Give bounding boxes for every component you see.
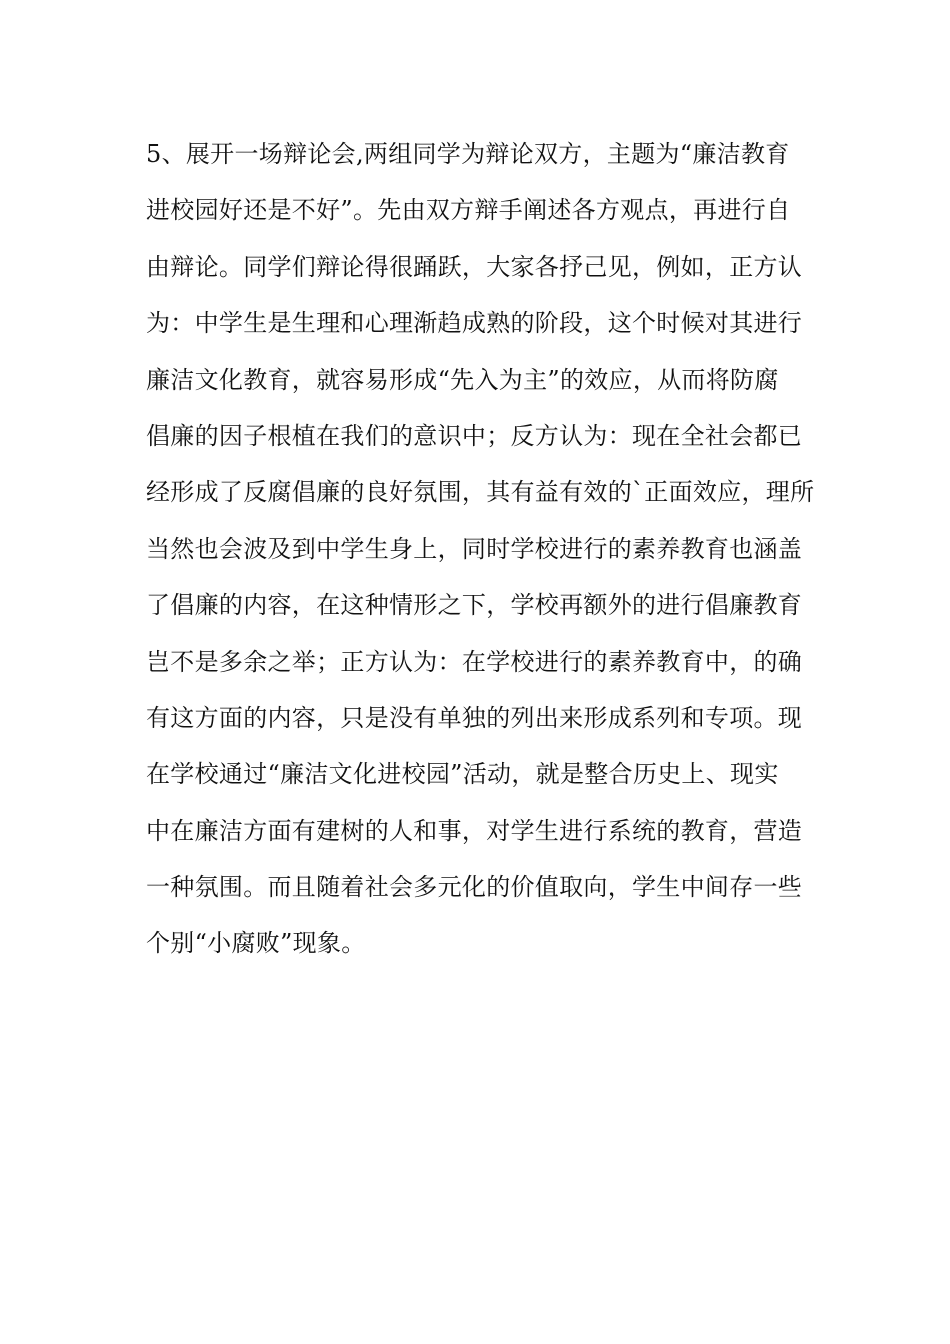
text-line-1: 5、展开一场辩论会,两组同学为辩论双方，主题为“廉洁教育 (146, 140, 790, 168)
text-line-2: 进校园好还是不好”。先由双方辩手阐述各方观点，再进行自 (146, 196, 791, 225)
text-line-10: 岂不是多余之举；正方认为：在学校进行的素养教育中，的确 (146, 647, 803, 676)
text-line-8: 当然也会波及到中学生身上，同时学校进行的素养教育也涵盖 (146, 534, 803, 563)
text-line-11: 有这方面的内容，只是没有单独的列出来形成系列和专项。现 (146, 703, 803, 732)
text-line-12: 在学校通过“廉洁文化进校园”活动，就是整合历史上、现实 (146, 760, 779, 789)
text-line-15: 个别“小腐败”现象。 (146, 929, 366, 958)
text-line-3: 由辩论。同学们辩论得很踊跃，大家各抒己见，例如，正方认 (146, 252, 803, 281)
text-line-6: 倡廉的因子根植在我们的意识中；反方认为：现在全社会都已 (146, 421, 803, 450)
text-line-9: 了倡廉的内容，在这种情形之下，学校再额外的进行倡廉教育 (146, 591, 803, 620)
body-paragraph (146, 134, 815, 980)
text-line-4: 为：中学生是生理和心理渐趋成熟的阶段，这个时候对其进行 (146, 309, 803, 338)
text-line-5: 廉洁文化教育，就容易形成“先入为主”的效应，从而将防腐 (146, 365, 779, 394)
text-line-7: 经形成了反腐倡廉的良好氛围，其有益有效的`正面效应，理所 (146, 478, 815, 507)
text-line-14: 一种氛围。而且随着社会多元化的价值取向，学生中间存一些 (146, 873, 803, 902)
text-line-13: 中在廉洁方面有建树的人和事，对学生进行系统的教育，营造 (146, 816, 803, 845)
